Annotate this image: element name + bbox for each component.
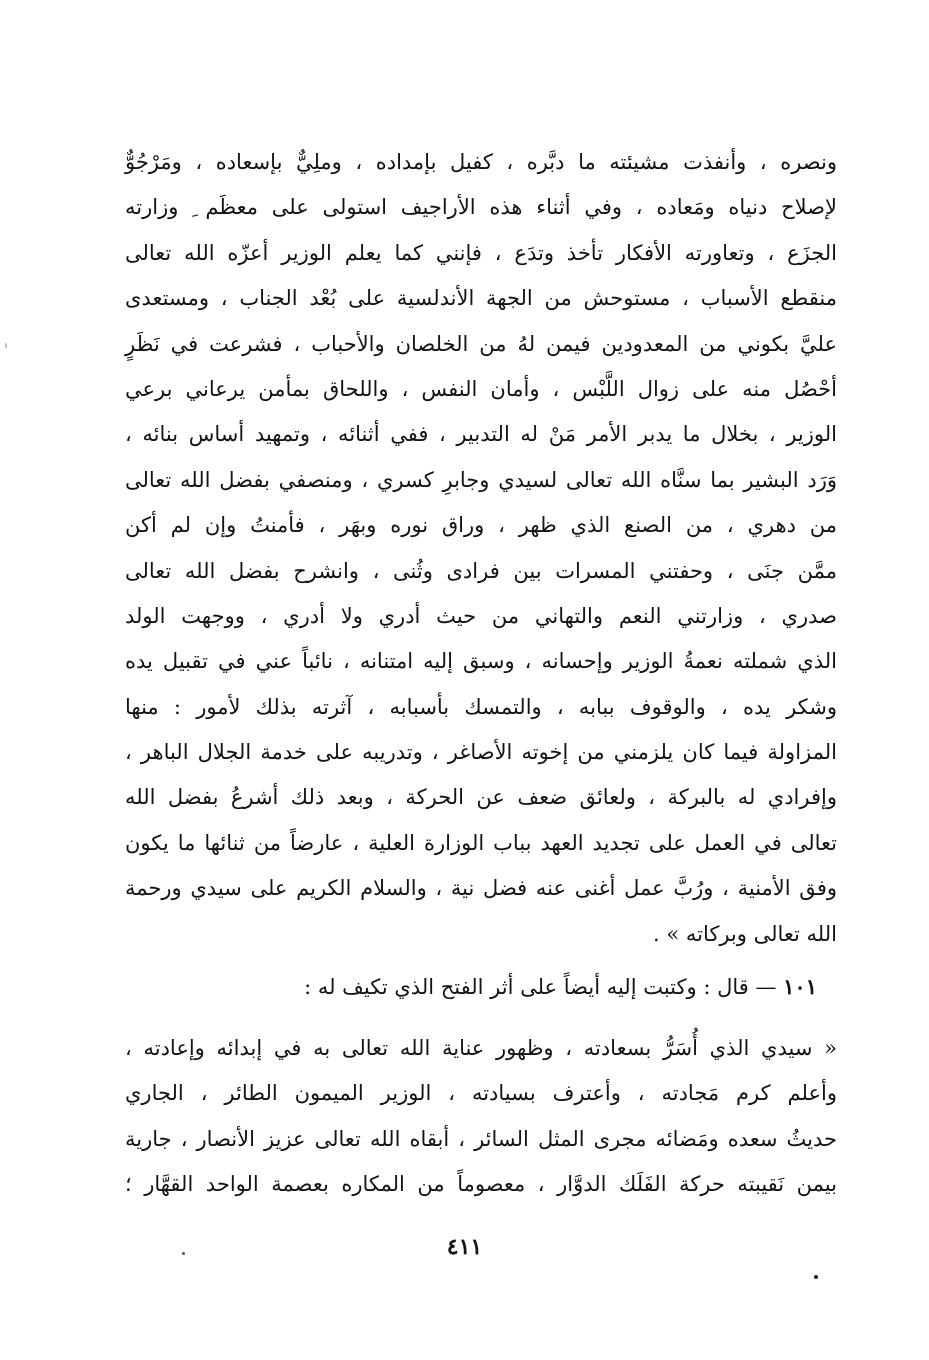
text-line: ونصره ، وأنفذت مشيئته ما دبَّره ، كفيل بإمداده ، وملِيٌّ بإسعاده ، ومَرْجُوٌّ — [125, 150, 837, 174]
section-dash: — — [755, 975, 777, 999]
scan-mark — [814, 1275, 818, 1279]
text-line: وَرَد البشير بما سنَّاه الله تعالى لسيدي وجابرِ كسري ، ومنصفي بفضل الله تعالى — [125, 467, 837, 492]
text-line: وشكر يده ، والوقوف ببابه ، والتمسك بأسبابه ، آثرته بذلك لأمور : منها — [125, 694, 837, 719]
text-line: وإفرادي له بالبركة ، ولعائق ضعف عن الحركة ، وبعد ذلك أشرعُ بفضل الله — [125, 785, 837, 810]
text-line: بيمن نَقيبته حركة الفَلَك الدوَّار ، معصوماً من المكاره بعصمة الواحد القهَّار ؛ — [125, 1172, 837, 1197]
scan-mark — [182, 1252, 185, 1255]
text-line: الوزير ، بخلال ما يدبر الأمر مَنْ له التدبير ، ففي أثنائه ، وتمهيد أساس بنائه ، — [125, 422, 837, 447]
scan-mark — [5, 343, 7, 348]
text-line: المزاولة فيما كان يلزمني من إخوته الأصاغر ، وتدريبه على خدمة الجلال الباهر ، — [125, 740, 837, 765]
paragraph-2 — [125, 1026, 837, 1208]
text-line: الله تعالى وبركاته » . — [652, 921, 837, 946]
text-line: ممَّن جنَى ، وحفتني المسرات بين فرادى وثُنى ، وانشرح بفضل الله تعالى — [125, 558, 837, 583]
text-line: عليَّ بكوني من المعدودين فيمن لهُ من الخلصان والأحباب ، فشرعت في نَظَرٍ — [125, 331, 837, 356]
text-line: حديثُ سعده ومَضائه مجرى المثل السائر ، أبقاه الله تعالى عزيز الأنصار ، جارية — [125, 1126, 837, 1151]
text-line: وفق الأمنية ، ورُبَّ عمل أغنى عنه فضل نية ، والسلام الكريم على سيدي ورحمة — [125, 876, 837, 901]
text-line: من دهري ، من الصنع الذي ظهر ، وراق نوره وبهَر ، فأمنتُ وإن لم أكن — [125, 513, 837, 538]
text-line: صدري ، وزارتني النعم والتهاني من حيث أدري ولا أدري ، ووجهت الولد — [125, 603, 837, 628]
text-line: تعالى في العمل على تجديد العهد بباب الوزارة العلية ، عارضاً من ثنائها ما يكون — [125, 830, 837, 855]
text-line: لإصلاح دنياه ومَعاده ، وفي أثناء هذه الأراجيف استولى على معظَم ِ وزارته — [125, 195, 837, 220]
section-number: ١٠١ — [783, 974, 817, 999]
text-line: « سيدي الذي أُسَرُّ بسعادته ، وظهور عناية الله تعالى به في إبدائه وإعادته ، — [125, 1036, 837, 1060]
page-number: ٤١١ — [446, 1234, 483, 1260]
text-line: أحْصُل منه على زوال اللَّبْس ، وأمان النفس ، واللحاق بمأمن يرعاني برعي — [125, 376, 837, 401]
text-line: منقطع الأسباب ، مستوحش من الجهة الأندلسية على بُعْد الجناب ، ومستعدى — [125, 286, 837, 311]
section-heading-text: قال : وكتبت إليه أيضاً على أثر الفتح الذي تكيف له : — [304, 975, 749, 999]
section-heading — [127, 963, 817, 1011]
text-line: الجزَع ، وتعاورته الأفكار تأخذ وتدَع ، فإنني كما يعلم الوزير أعزّه الله تعالى — [125, 240, 837, 265]
text-line: الذي شملته نعمةُ الوزير وإحسانه ، وسبق إليه امتنانه ، نائباً عني في تقبيل يده — [125, 649, 837, 674]
paragraph-1 — [125, 140, 837, 957]
text-line: وأعلم كرم مَجادته ، وأعترف بسيادته ، الوزير الميمون الطائر ، الجاري — [125, 1081, 837, 1106]
